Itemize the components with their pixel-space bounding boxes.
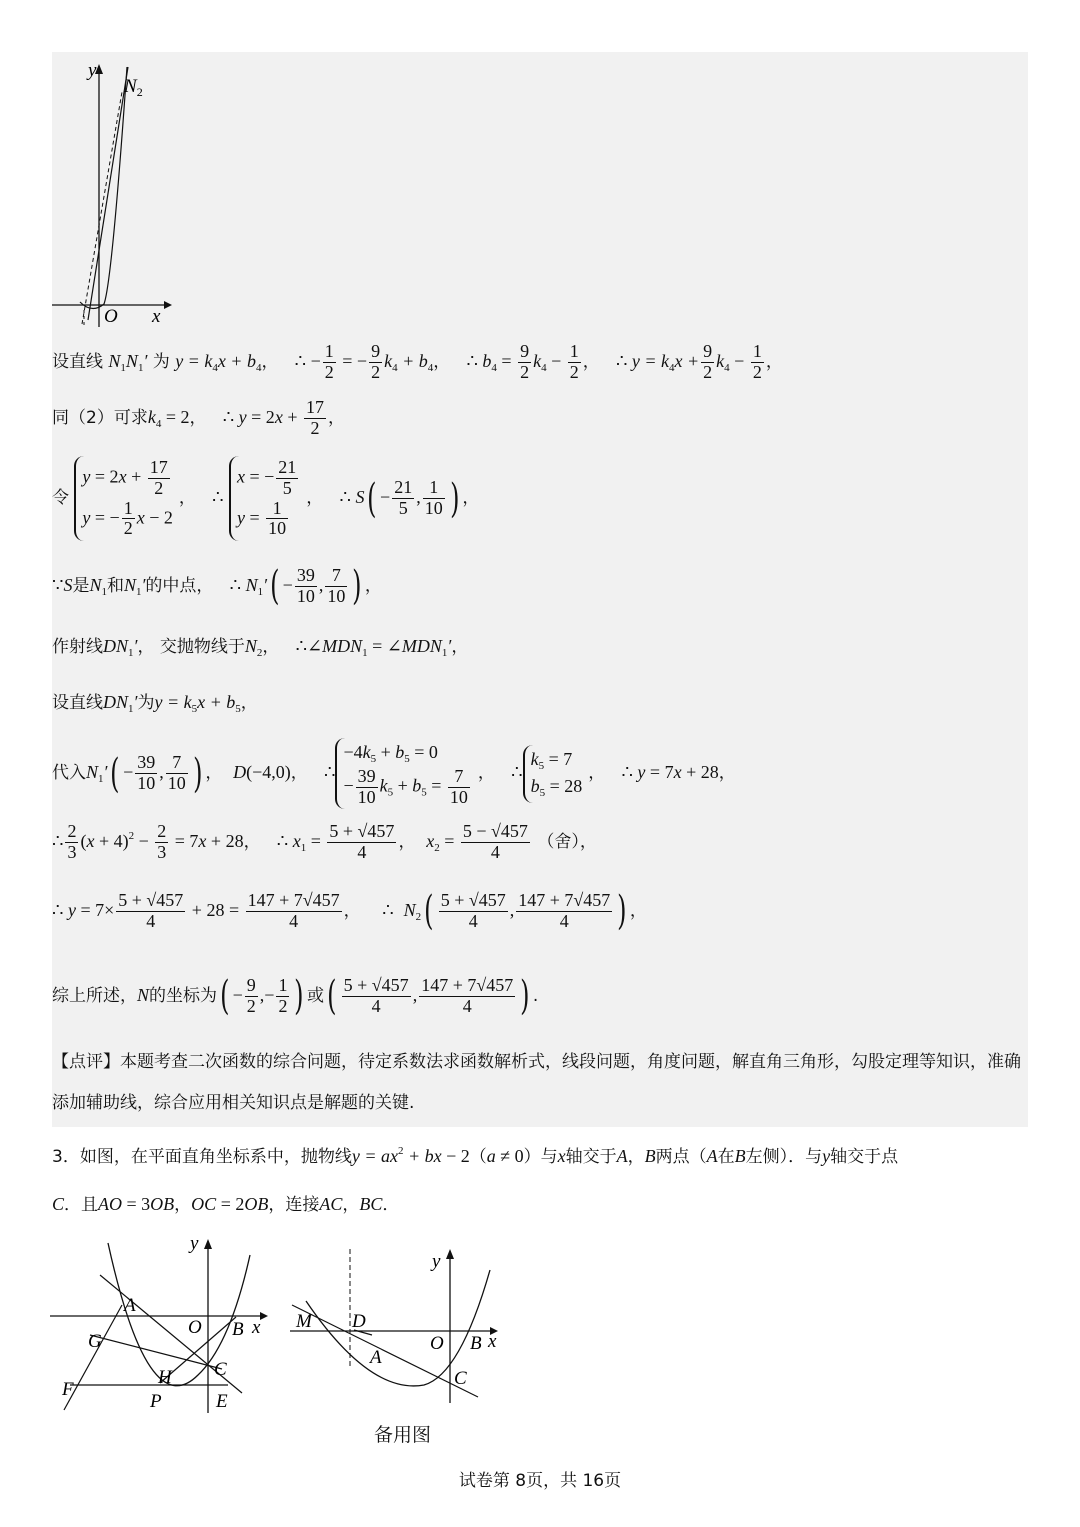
line-6: 设直线$DN_1'$为$y = k_5x + b_5$， — [52, 692, 258, 715]
comment-text: 本题考查二次函数的综合问题，待定系数法求函数解析式，线段问题，角度问题，解直角三角形，勾股定理等知识，准确添加辅助线，综合应用相关知识点是解题的关键. — [52, 1052, 1021, 1113]
q3-line-1: 3．如图，在平面直角坐标系中，抛物线$y = ax^2$ + bx − 2（a ≠ 0）与x轴交于A，B两点（A在B左侧）．与y轴交于点 — [52, 1145, 899, 1167]
line-gc — [90, 1335, 222, 1369]
x-axis-arrow — [260, 1312, 268, 1320]
label-x: x — [252, 1317, 261, 1338]
page-footer: 试卷第 8页，共 16页 — [458, 1471, 622, 1491]
line-9: ∴ y = 7× $\frac{5 + √457}{4}$ + 28 = $\frac{147 + 7√457}{4}$ ， ∴ $N_2$( $\frac{5 + √457}{4}$ , $\frac{147 + 7√457}{4}$ ) ， — [52, 888, 647, 935]
line-4: ∵S是$N_1$和$N_1'$的中点， ∴ $N_1'$( − $\frac{39}{10}$ , $\frac{7}{10}$ ) ， — [52, 563, 382, 610]
label-y: y — [190, 1235, 199, 1254]
label-o: O — [188, 1317, 202, 1338]
n2-label: $N_2$ — [124, 76, 143, 99]
label-h: H — [158, 1367, 172, 1388]
q3-figure-main — [50, 1235, 275, 1415]
line-7: 代入$N_1'$( − $\frac{39}{10}$ , $\frac{7}{10}$ ) ， D(−4,0)， ∴ $-4k_5 + b_5 = 0$ − $\frac{39}{10}$ $k_5 + b_5$ = $\frac{7}{10}$ ， ∴ $k_5 = 7$ $b_5 = 28$ ， ∴ y = 7x + 28， — [52, 738, 736, 809]
label-f: F — [62, 1379, 74, 1400]
label-b: B — [232, 1319, 244, 1340]
q3-line-2: C．且AO = 3OB，OC = 2OB，连接AC，BC． — [52, 1194, 400, 1215]
y-axis-arrow — [446, 1249, 454, 1259]
label-g: G — [88, 1331, 102, 1352]
y-label: y — [88, 60, 97, 81]
label-p: P — [150, 1391, 162, 1412]
label-e: E — [216, 1391, 228, 1412]
line-10: 综上所述，N的坐标为( − $\frac{9}{2}$ ,− $\frac{1}{2}$ ) 或( $\frac{5 + √457}{4}$ , $\frac{147 + 7√457}{4}$ ) . — [52, 973, 539, 1020]
label-d: D — [352, 1311, 366, 1332]
line-2: 同（2）可求$k_4 = 2$， ∴ y = 2x + $\frac{17}{2}$ ， — [52, 397, 345, 438]
comment-label: 【点评】 — [52, 1052, 120, 1072]
label-a: A — [370, 1347, 382, 1368]
x-axis-arrow — [164, 301, 172, 309]
line-8: ∴ $\frac{2}{3}$ $(x + 4)^2$ − $\frac{2}{3}$ = 7x + 28， ∴ $x_1$ = $\frac{5 + √457}{4}$ ， $x_2$ = $\frac{5 - √457}{4}$ （舍）， — [52, 821, 597, 862]
label-a: A — [124, 1295, 136, 1316]
x-label: x — [152, 306, 161, 327]
line-5: 作射线$DN_1'$， 交抛物线于$N_2$， $\therefore\angle MDN_1$ = $\angle MDN_1'$， — [52, 636, 469, 659]
label-y: y — [432, 1251, 441, 1272]
label-o: O — [430, 1333, 444, 1354]
q3-figure-backup — [290, 1245, 515, 1405]
label-c: C — [214, 1359, 227, 1380]
label-b: B — [470, 1333, 482, 1354]
line-1: 设直线 $N_1N_1'$ 为 $y = k_4x + b_4$， ∴ − $\frac{1}{2}$ = − $\frac{9}{2}$ $k_4 + b_4$， ∴ $b_4$ = $\frac{9}{2}$ $k_4$ − $\frac{1}{2}$ ， ∴ $y = k_4x$ + $\frac{9}{2}$ $k_4$ − $\frac{1}{2}$ ， — [52, 341, 783, 382]
y-axis-arrow — [204, 1239, 212, 1249]
label-c: C — [454, 1368, 467, 1389]
origin-label: O — [104, 306, 118, 327]
label-x: x — [488, 1331, 497, 1352]
backup-figure-caption: 备用图 — [374, 1424, 432, 1446]
top-graph — [52, 52, 192, 332]
comment-paragraph — [52, 1042, 1032, 1124]
label-m: M — [296, 1311, 312, 1332]
line-3: 令 y = 2x + $\frac{17}{2}$ y = − $\frac{1}{2}$ x − 2 ， ∴ x = − $\frac{21}{5}$ y = $\frac{1}{10}$ ， ∴ S( − $\frac{21}{5}$ , $\frac{1}{10}$ ) ， — [52, 456, 479, 541]
